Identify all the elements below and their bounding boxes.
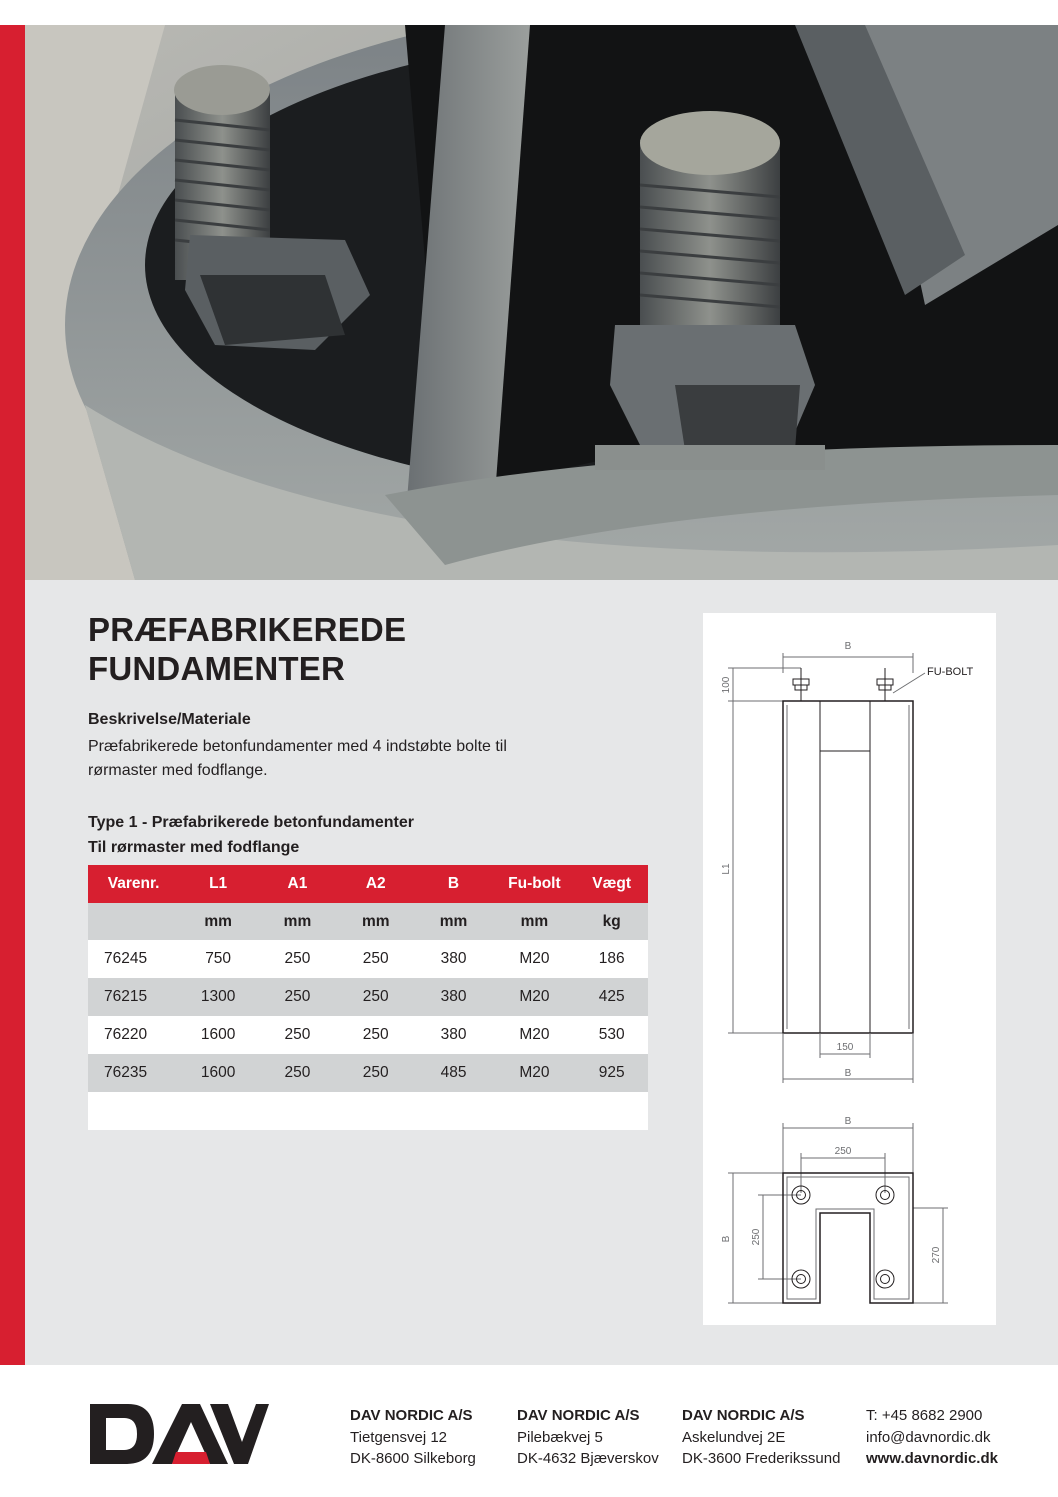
page-title [88,610,406,688]
website-link[interactable]: www.davnordic.dk [866,1450,998,1467]
office-street: Pilebækvej 5 [517,1428,603,1446]
table-cell: 530 [575,1016,648,1054]
table-cell: 250 [257,978,338,1016]
office-city: DK-3600 Frederikssund [682,1450,841,1467]
contact-info [866,1405,998,1470]
description-text: Præfabrikerede betonfundamenter med 4 indstøbte bolte til rørmaster med fodflange. [88,738,507,779]
description-heading: Beskrivelse/Materiale [88,711,251,728]
table-cell: 425 [575,978,648,1016]
table-cell: 250 [257,1054,338,1092]
unit-cell [88,903,179,940]
table-cell: 250 [338,1054,414,1092]
dim-label: 150 [836,1042,854,1053]
table-cell: 76215 [88,978,179,1016]
table-cell: 380 [414,1016,494,1054]
column-header-vaegt: Vægt [575,865,648,903]
unit-cell: mm [179,903,257,940]
column-header-a1: A1 [257,865,338,903]
table-row [88,940,648,978]
table-cell: 76235 [88,1054,179,1092]
column-header-a2: A2 [338,865,414,903]
table-blank-row [88,1092,648,1130]
technical-drawing [703,613,996,1325]
email-link[interactable]: info@davnordic.dk [866,1428,991,1446]
dim-label: L1 [721,863,732,875]
type-heading-line-2: Til rørmaster med fodflange [88,839,300,856]
table-units-row [88,903,648,940]
dim-label: B [844,1116,852,1127]
table-cell: 1600 [179,1054,257,1092]
table-row [88,1054,648,1092]
office-name: DAV NORDIC A/S [350,1407,473,1424]
dim-label: 100 [721,676,732,694]
office-street: Askelundvej 2E [682,1428,786,1446]
table-cell: M20 [493,1054,575,1092]
table-cell: 925 [575,1054,648,1092]
hero-photo-foundation-bolts [25,25,1058,580]
brand-red-bar [0,25,25,1365]
table-cell: 1600 [179,1016,257,1054]
table-cell: M20 [493,940,575,978]
table-header-row [88,865,648,903]
title-line-1: PRÆFABRIKEREDE [88,611,407,648]
table-cell: 250 [257,940,338,978]
table-cell: M20 [493,978,575,1016]
office-city: DK-4632 Bjæverskov [517,1450,659,1467]
unit-cell: mm [338,903,414,940]
table-row [88,978,648,1016]
dim-label: 250 [834,1146,852,1157]
office-name: DAV NORDIC A/S [682,1407,805,1424]
table-cell: 750 [179,940,257,978]
table-cell: M20 [493,1016,575,1054]
type-heading [88,810,414,860]
table-cell: 250 [338,978,414,1016]
column-header-fu-bolt: Fu-bolt [493,865,575,903]
office-street: Tietgensvej 12 [350,1428,448,1446]
table-cell: 76220 [88,1016,179,1054]
dim-label: 270 [931,1246,942,1264]
dim-label: B [844,1068,852,1079]
unit-cell: kg [575,903,648,940]
unit-cell: mm [414,903,494,940]
table-blank-cell [88,1092,648,1130]
column-header-varenr: Varenr. [88,865,179,903]
table-cell: 186 [575,940,648,978]
spec-table [88,865,648,1130]
dim-label: 250 [751,1228,762,1246]
office-frederikssund [682,1405,840,1470]
column-header-b: B [414,865,494,903]
dav-logo [88,1402,270,1471]
office-bjaeverskov [517,1405,659,1470]
table-cell: 380 [414,978,494,1016]
table-cell: 380 [414,940,494,978]
dim-label: B [721,1235,732,1243]
table-cell: 1300 [179,978,257,1016]
fu-bolt-label: FU-BOLT [927,666,974,678]
table-cell: 250 [338,1016,414,1054]
unit-cell: mm [257,903,338,940]
table-cell: 250 [257,1016,338,1054]
title-line-2: FUNDAMENTER [88,650,346,687]
office-name: DAV NORDIC A/S [517,1407,640,1424]
table-cell: 76245 [88,940,179,978]
table-cell: 250 [338,940,414,978]
dim-label: B [844,641,852,652]
type-heading-line-1: Type 1 - Præfabrikerede betonfundamenter [88,814,414,831]
column-header-l1: L1 [179,865,257,903]
table-cell: 485 [414,1054,494,1092]
phone-number: T: +45 8682 2900 [866,1407,983,1424]
office-silkeborg [350,1405,476,1470]
unit-cell: mm [493,903,575,940]
table-row [88,1016,648,1054]
office-city: DK-8600 Silkeborg [350,1450,476,1467]
